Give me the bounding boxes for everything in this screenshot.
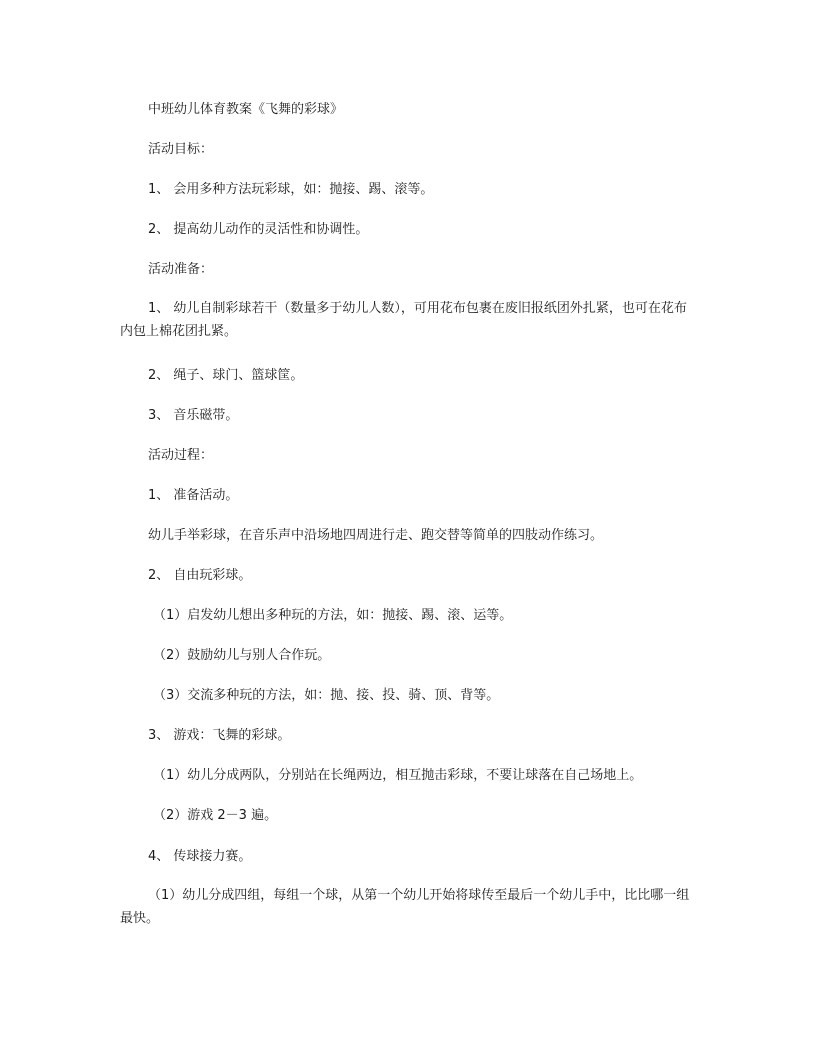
step-3-heading: 3、 游戏：飞舞的彩球。 [148, 728, 291, 743]
goal-item-1: 1、 会用多种方法玩彩球，如：抛接、踢、滚等。 [148, 182, 434, 197]
goal-item-2: 2、 提高幼儿动作的灵活性和协调性。 [148, 222, 369, 237]
step-1-heading: 1、 准备活动。 [148, 488, 239, 503]
step-2-item-3: （3）交流多种玩的方法，如：抛、接、投、骑、顶、背等。 [153, 688, 500, 703]
step-4-item-1: （1）幼儿分成四组，每组一个球，从第一个幼儿开始将球传至最后一个幼儿手中，比比哪一组最快。 [120, 888, 690, 926]
document-title: 中班幼儿体育教案《飞舞的彩球》 [148, 102, 344, 117]
step-3-item-2: （2）游戏 2－3 遍。 [153, 808, 278, 823]
prep-item-1: 1、 幼儿自制彩球若干（数量多于幼儿人数），可用花布包裹在废旧报纸团外扎紧，也可在花布内包上棉花团扎紧。 [120, 301, 687, 339]
step-1-text: 幼儿手举彩球，在音乐声中沿场地四周进行走、跑交替等简单的四肢动作练习。 [148, 528, 604, 543]
prep-item-3: 3、 音乐磁带。 [148, 408, 239, 423]
heading-goals: 活动目标： [148, 142, 214, 157]
step-2-heading: 2、 自由玩彩球。 [148, 568, 252, 583]
step-4-heading: 4、 传球接力赛。 [148, 849, 252, 864]
step-2-item-1: （1）启发幼儿想出多种玩的方法，如：抛接、踢、滚、运等。 [153, 608, 513, 623]
heading-process: 活动过程： [148, 448, 214, 463]
step-3-item-1: （1）幼儿分成两队，分别站在长绳两边，相互抛击彩球，不要让球落在自己场地上。 [153, 768, 643, 783]
prep-item-2: 2、 绳子、球门、篮球筐。 [148, 368, 304, 383]
heading-preparation: 活动准备： [148, 262, 214, 277]
step-2-item-2: （2）鼓励幼儿与别人合作玩。 [153, 648, 331, 663]
